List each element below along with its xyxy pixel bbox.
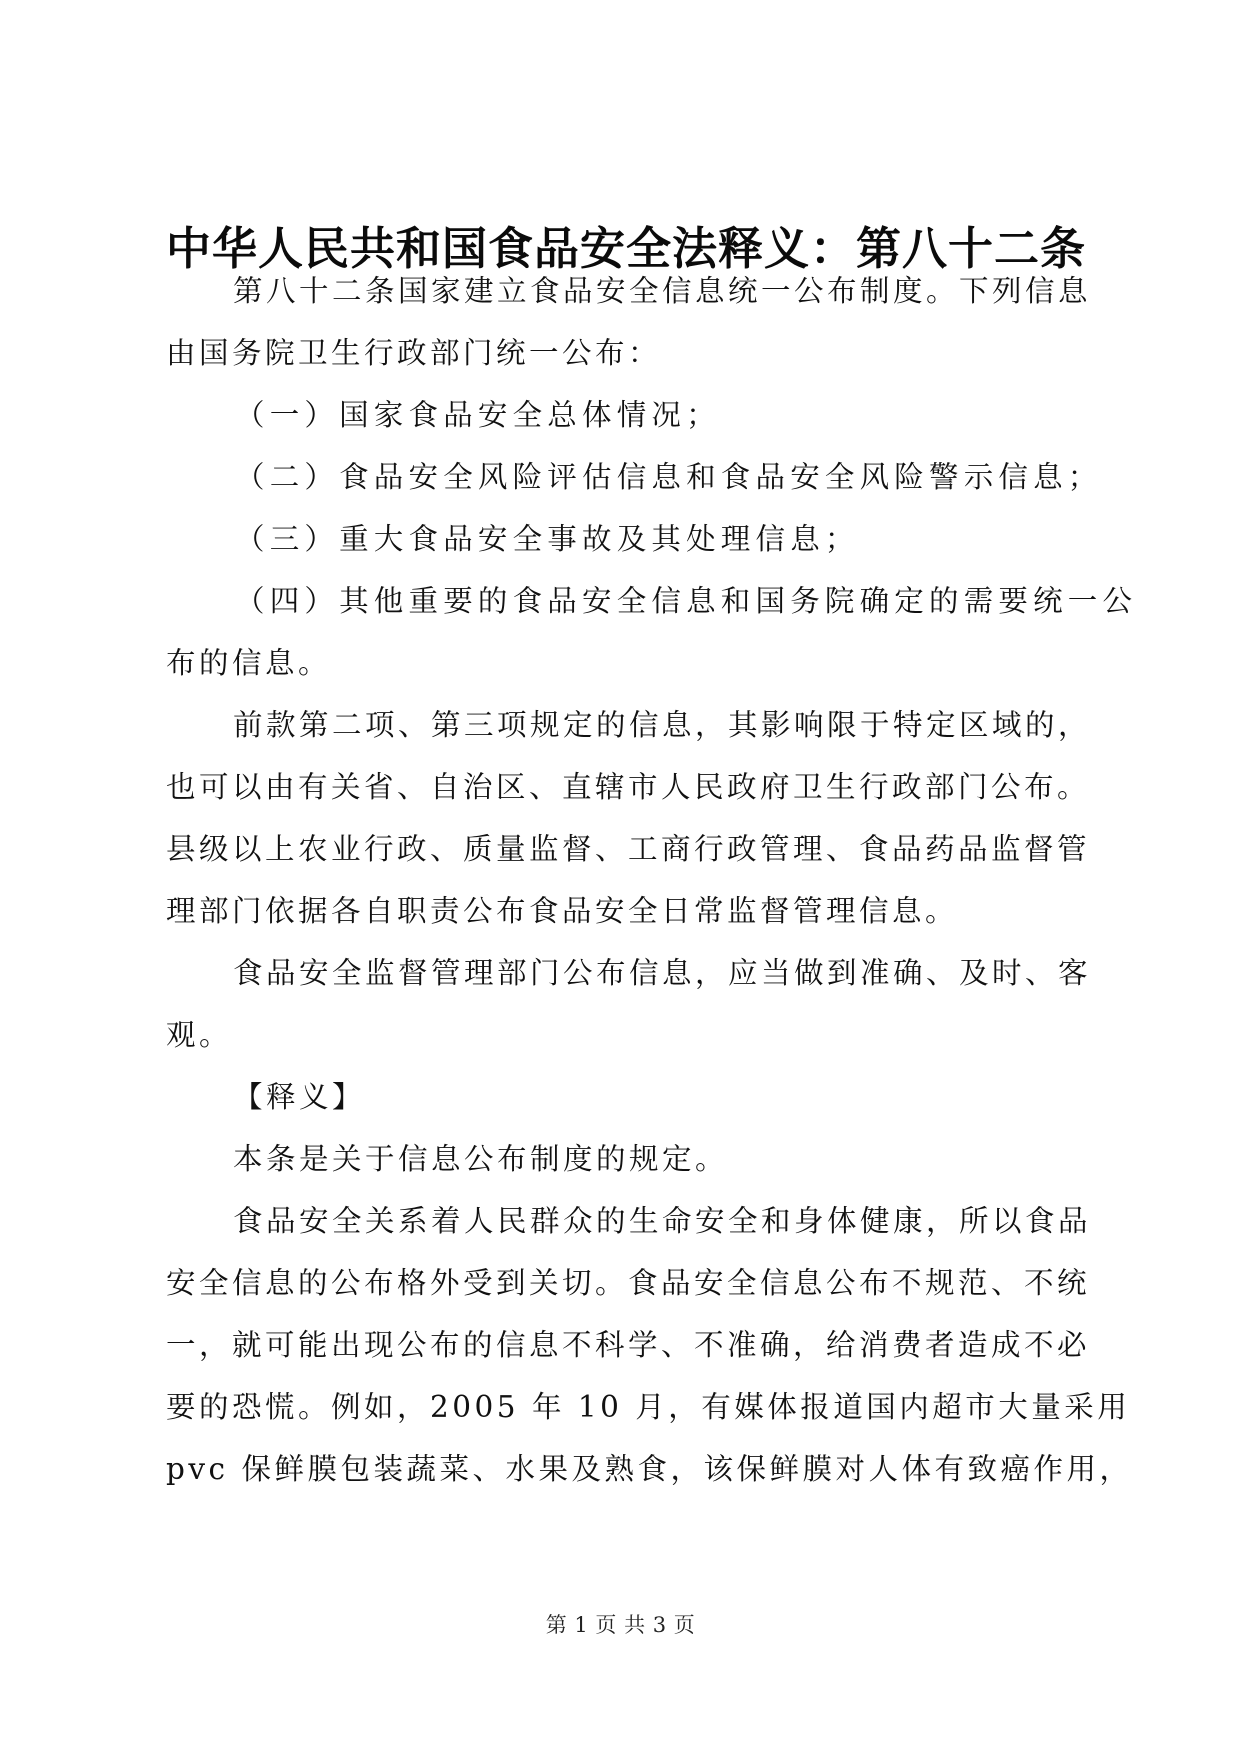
- paragraph-line: 由国务院卫生行政部门统一公布：: [166, 336, 662, 370]
- document-title: 中华人民共和国食品安全法释义：第八十二条: [166, 222, 1087, 275]
- paragraph-line: 食品安全监督管理部门公布信息，应当做到准确、及时、客: [233, 956, 1092, 990]
- paragraph-line: 也可以由有关省、自治区、直辖市人民政府卫生行政部门公布。: [166, 770, 1091, 804]
- list-item: （一）国家食品安全总体情况；: [235, 398, 721, 432]
- paragraph-line: 一，就可能出现公布的信息不科学、不准确，给消费者造成不必: [166, 1328, 1091, 1362]
- paragraph-line: 观。: [166, 1018, 233, 1052]
- section-heading: 【释义】: [233, 1080, 366, 1114]
- paragraph-line: 本条是关于信息公布制度的规定。: [233, 1142, 729, 1176]
- paragraph-line: 第八十二条国家建立食品安全信息统一公布制度。下列信息: [233, 274, 1092, 308]
- paragraph-line: 布的信息。: [166, 646, 332, 680]
- paragraph-line: 要的恐慌。例如，2005 年 10 月，有媒体报道国内超市大量采用: [166, 1390, 1131, 1424]
- paragraph-line: 县级以上农业行政、质量监督、工商行政管理、食品药品监督管: [166, 832, 1091, 866]
- paragraph-line: 前款第二项、第三项规定的信息，其影响限于特定区域的，: [233, 708, 1092, 742]
- paragraph-line: 食品安全关系着人民群众的生命安全和身体健康，所以食品: [233, 1204, 1092, 1238]
- paragraph-line: 安全信息的公布格外受到关切。食品安全信息公布不规范、不统: [166, 1266, 1091, 1300]
- paragraph-line: pvc 保鲜膜包装蔬菜、水果及熟食，该保鲜膜对人体有致癌作用，: [166, 1452, 1133, 1486]
- paragraph-line: 理部门依据各自职责公布食品安全日常监督管理信息。: [166, 894, 959, 928]
- list-item: （三）重大食品安全事故及其处理信息；: [235, 522, 860, 556]
- page-number-footer: 第 1 页 共 3 页: [545, 1613, 696, 1637]
- list-item: （二）食品安全风险评估信息和食品安全风险警示信息；: [235, 460, 1103, 494]
- document-body: [166, 260, 1138, 1500]
- list-item: （四）其他重要的食品安全信息和国务院确定的需要统一公: [235, 584, 1138, 618]
